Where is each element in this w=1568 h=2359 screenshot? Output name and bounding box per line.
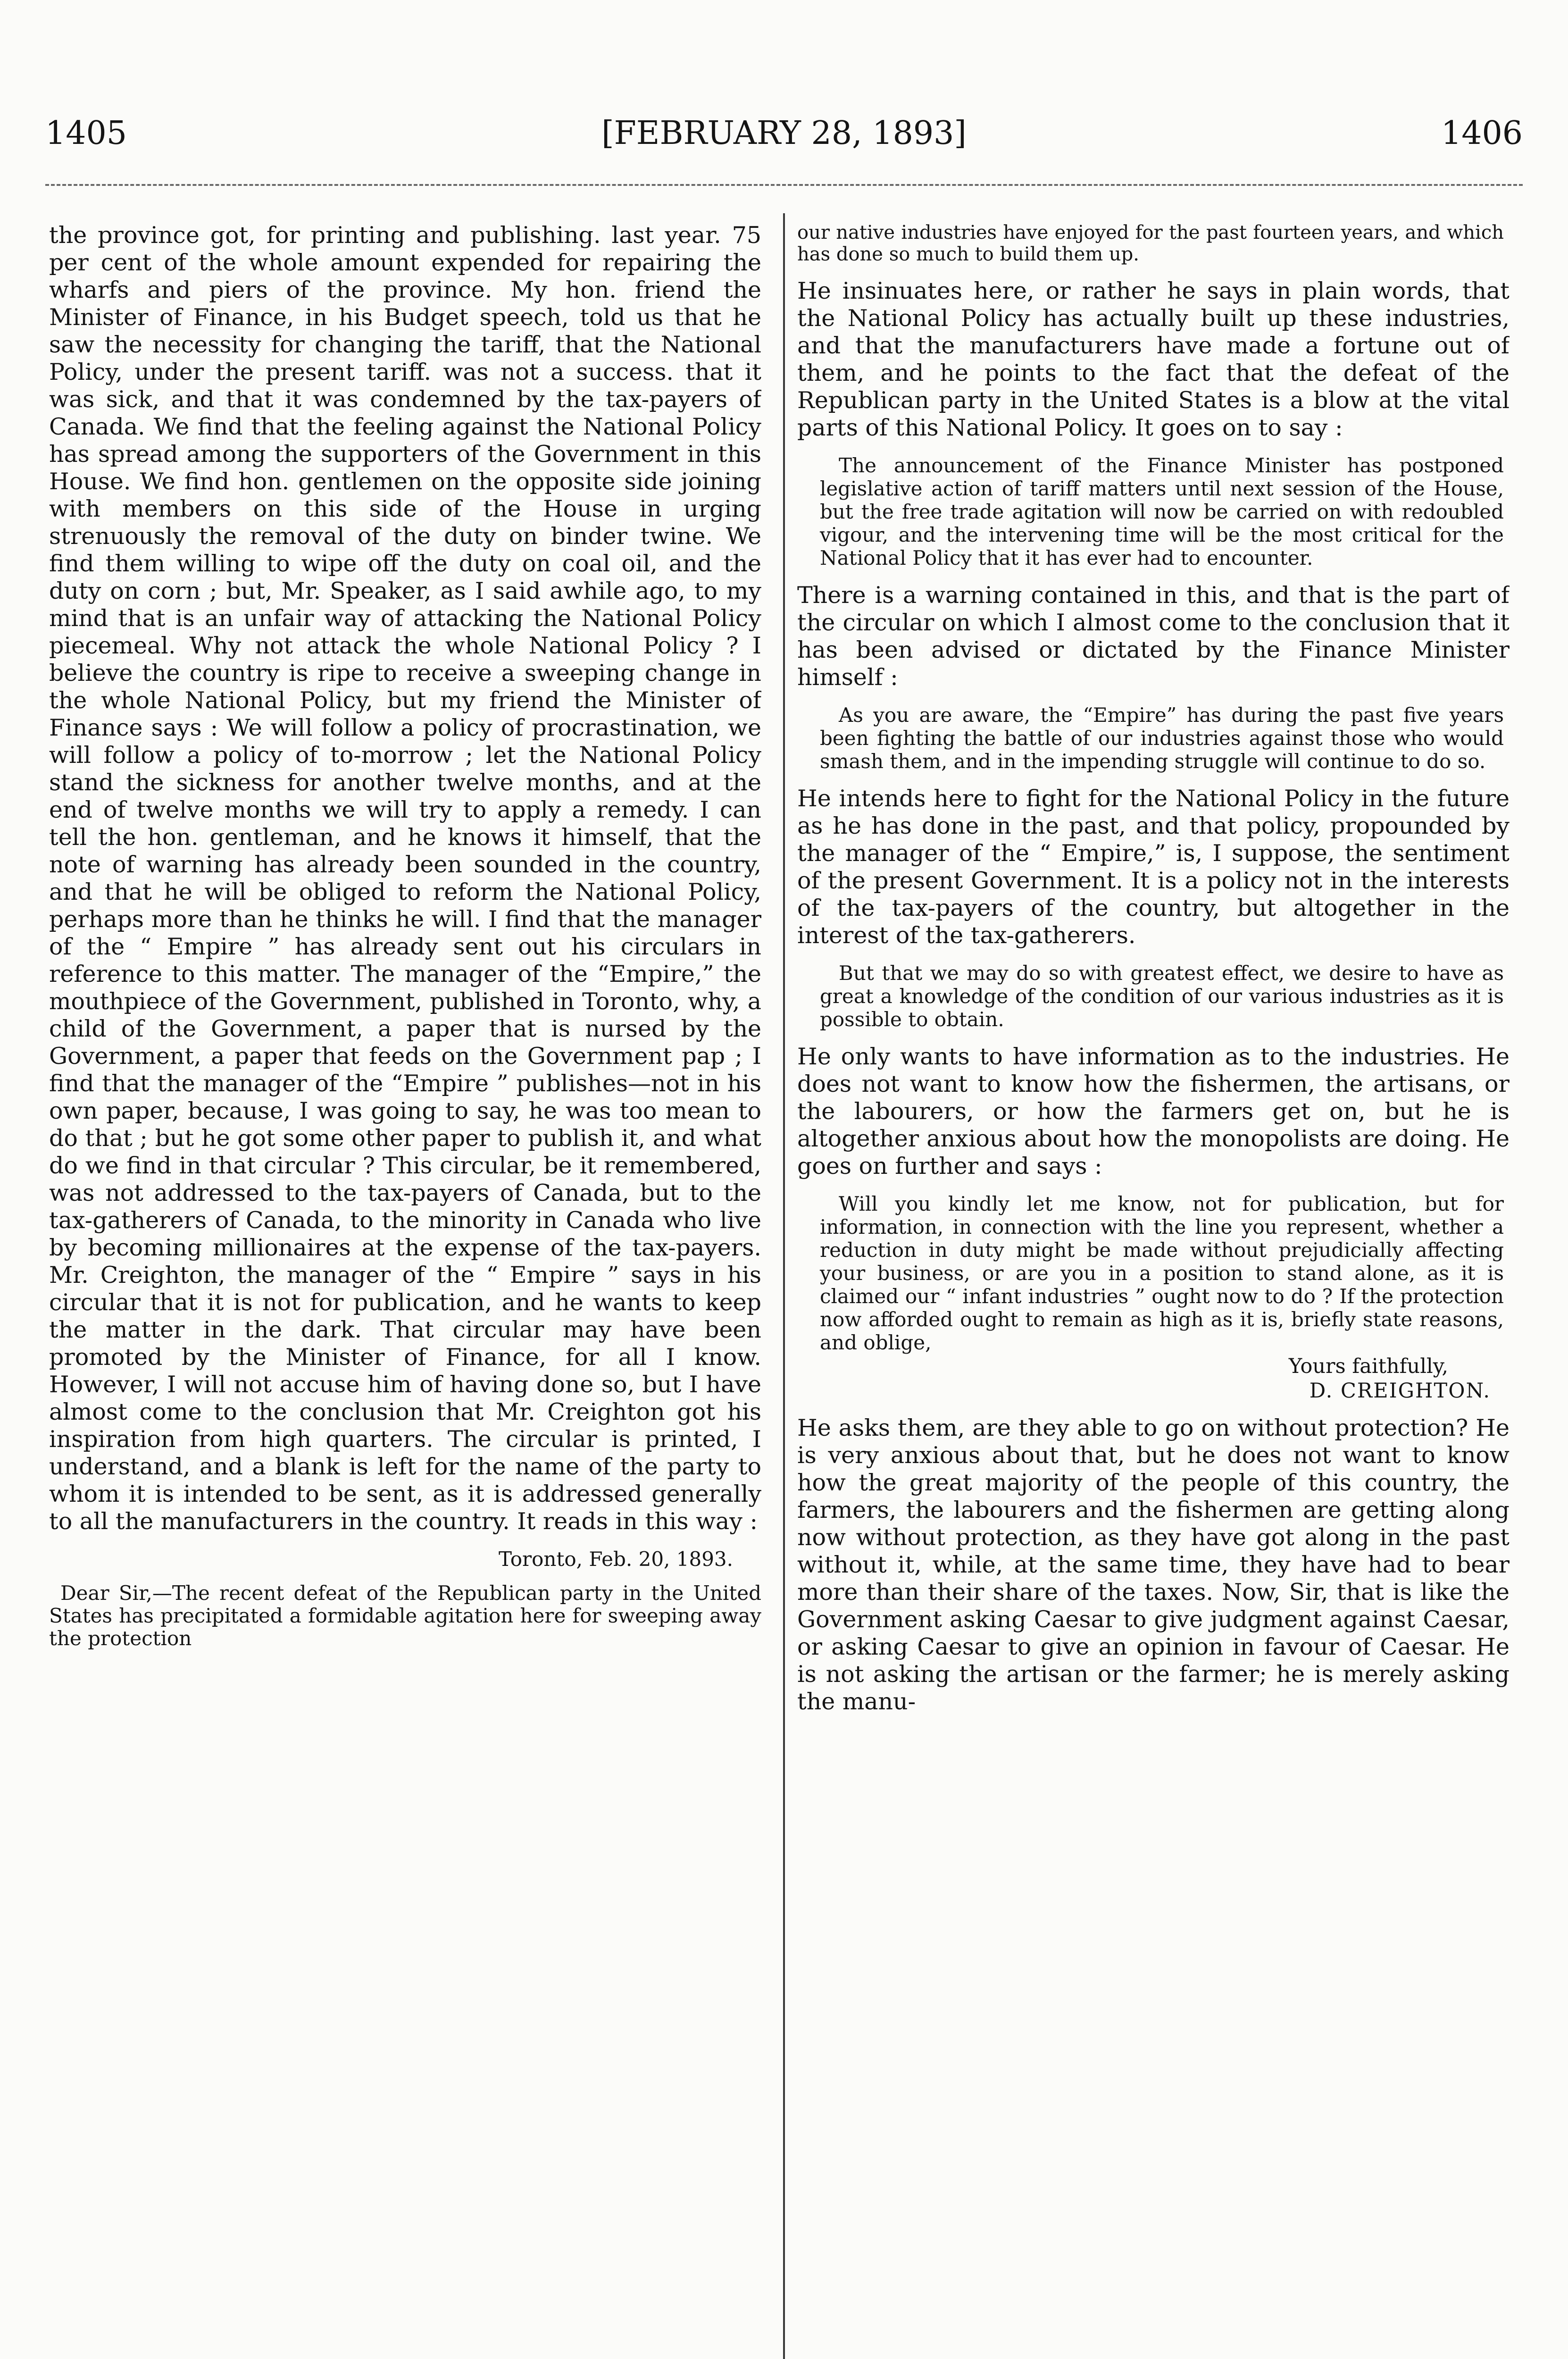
quote-2: As you are aware, the “Empire” has during the past five years been fighting the battle of our industries against those who would smash them, and in the impending struggle will continue to do so.: [820, 703, 1504, 773]
letter-dateline: Toronto, Feb. 20, 1893.: [499, 1548, 733, 1571]
letter-signature: D. CREIGHTON.: [1309, 1379, 1491, 1403]
left-column: [49, 222, 761, 2359]
quote-3: But that we may do so with greatest effect, we desire to have as great a knowledge of the condition of our various industries as it is possible to obtain.: [820, 962, 1504, 1031]
right-paragraph-5: He asks them, are they able to go on without protection? He is very anxious about that, but he does not want to know how the great majority of the people of this country, the farmers, the labourers and the fishermen are getting along now without protection, as they have got along in the past without it, while, at the same time, they have had to bear more than their share of the taxes. Now, Sir, that is like the Government asking Caesar to give judgment against Caesar, or asking Caesar to give an opinion in favour of Caesar. He is not asking the artisan or the farmer; he is merely asking the manu-: [797, 1414, 1510, 1715]
page-number-right: 1406: [1441, 115, 1523, 152]
letter-closing: Yours faithfully,: [1288, 1355, 1448, 1378]
right-paragraph-4: He only wants to have information as to the industries. He does not want to know how the fishermen, the artisans, or the labourers, or how the farmers get on, but he is altogether anxious about how the monopolists are doing. He goes on further and says :: [797, 1043, 1510, 1180]
right-paragraph-3: He intends here to fight for the National Policy in the future as he has done in the past, and that policy, propounded by the manager of the “ Empire,” is, I suppose, the sentiment of the present Government. It is a policy not in the interests of the tax-payers of the country, but altogether in the interest of the tax-gatherers.: [797, 785, 1510, 949]
header-rule: [45, 184, 1523, 186]
page-number-left: 1405: [45, 115, 127, 152]
right-paragraph-1: He insinuates here, or rather he says in plain words, that the National Policy has actually built up these industries, and that the manufacturers have made a fortune out of them, and he points to the fact that the defeat of the Republican party in the United States is a blow at the vital parts of this National Policy. It goes on to say :: [797, 277, 1510, 441]
page-header: [45, 112, 1523, 155]
column-divider: [783, 213, 785, 2359]
letter-continuation: our native industries have enjoyed for the past fourteen years, and which has done so much to build them up.: [797, 222, 1504, 265]
quote-1: The announcement of the Finance Minister has postponed legislative action of tariff matters until next session of the House, but the free trade agitation will now be carried on with redoubled vigour, and the intervening time will be the most critical for the National Policy that it has ever had to encounter.: [820, 454, 1504, 569]
header-date: [FEBRUARY 28, 1893]: [601, 115, 967, 152]
left-paragraph-1: the province got, for printing and publishing. last year. 75 per cent of the whole amount expended for repairing the wharfs and piers of the province. My hon. friend the Minister of Finance, in his Budget speech, told us that he saw the necessity for changing the tariff, that the National Policy, under the present tariff. was not a success. that it was sick, and that it was condemned by the tax-payers of Canada. We find that the feeling against the National Policy has spread among the supporters of the Government in this House. We find hon. gentlemen on the opposite side joining with members on this side of the House in urging strenuously the removal of the duty on binder twine. We find them willing to wipe off the duty on coal oil, and the duty on corn ; but, Mr. Speaker, as I said awhile ago, to my mind that is an unfair way of attacking the National Policy piecemeal. Why not attack the whole National Policy ? I believe the country is ripe to receive a sweeping change in the whole National Policy, but my friend the Minister of Finance says : We will follow a policy of procrastination, we will follow a policy of to-morrow ; let the National Policy stand the sickness for another twelve months, and at the end of twelve months we will try to apply a remedy. I can tell the hon. gentleman, and he knows it himself, that the note of warning has already been sounded in the country, and that he will be obliged to reform the National Policy, perhaps more than he thinks he will. I find that the manager of the “ Empire ” has already sent out his circulars in reference to this matter. The manager of the “Empire,” the mouthpiece of the Government, published in Toronto, why, a child of the Government, a paper that is nursed by the Government, a paper that feeds on the Government pap ; I find that the manager of the “Empire ” publishes—not in his own paper, because, I was going to say, he was too mean to do that ; but he got some other paper to publish it, and what do we find in that circular ? This circular, be it remembered, was not addressed to the tax-payers of Canada, but to the tax-gatherers of Canada, to the minority in Canada who live by becoming millionaires at the expense of the tax-payers. Mr. Creighton, the manager of the “ Empire ” says in his circular that it is not for publication, and he wants to keep the matter in the dark. That circular may have been promoted by the Minister of Finance, for all I know. However, I will not accuse him of having done so, but I have almost come to the conclusion that Mr. Creighton got his inspiration from high quarters. The circular is printed, I understand, and a blank is left for the name of the party to whom it is intended to be sent, as it is addressed generally to all the manufacturers in the country. It reads in this way :: [49, 222, 761, 1535]
quote-4: Will you kindly let me know, not for publication, but for information, in connection with the line you represent, whether a reduction in duty might be made without prejudicially affecting your business, or are you in a position to stand alone, as it is claimed our “ infant industries ” ought now to do ? If the protection now afforded ought to remain as high as it is, briefly state reasons, and oblige,: [820, 1192, 1504, 1354]
right-column: [797, 222, 1510, 2359]
right-paragraph-2: There is a warning contained in this, and that is the part of the circular on which I almost come to the conclusion that it has been advised or dictated by the Finance Minister himself :: [797, 582, 1510, 691]
letter-salutation: Dear Sir,—The recent defeat of the Republican party in the United States has precipitated a formidable agitation here for sweeping away the protection: [49, 1581, 761, 1650]
